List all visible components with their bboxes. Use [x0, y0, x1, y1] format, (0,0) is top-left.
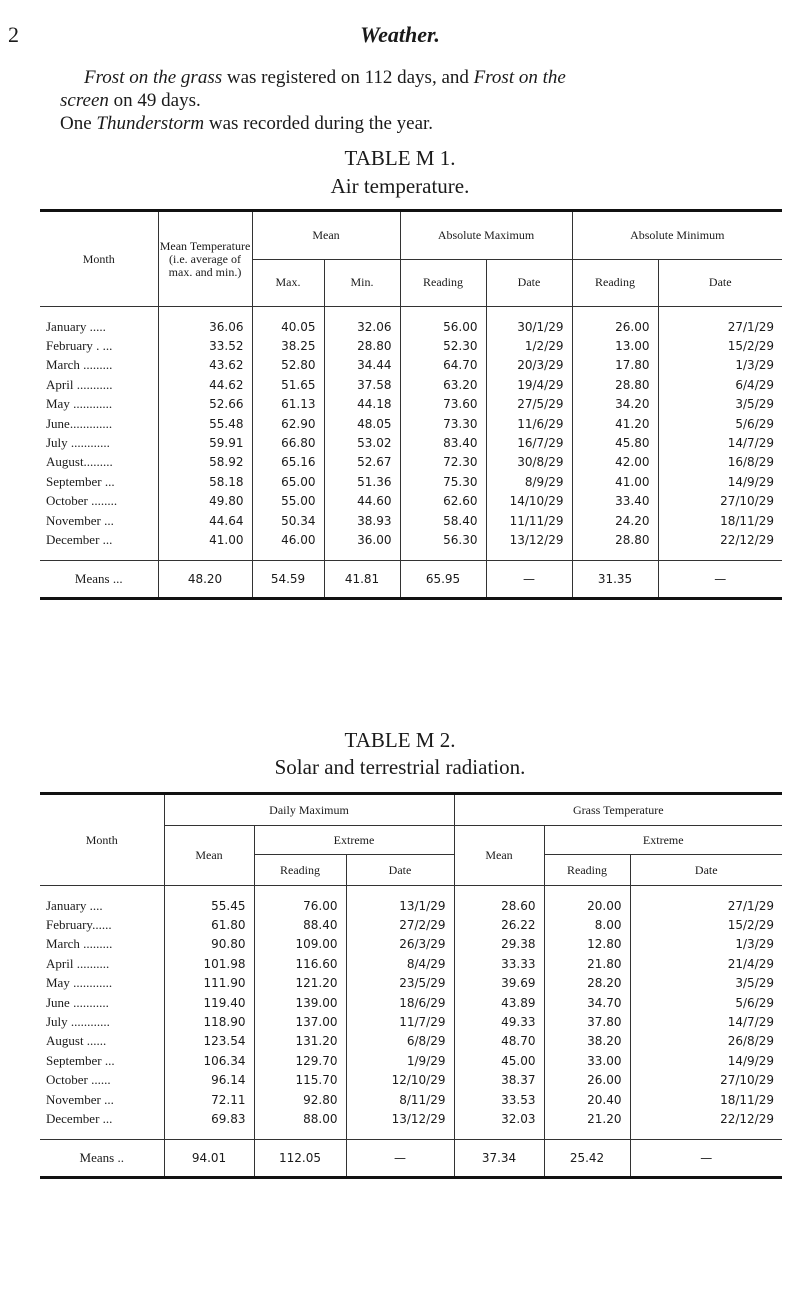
value-cell: 26/8/29 [630, 1032, 782, 1051]
means-value: — [346, 1139, 454, 1177]
month-cell: July ............ [46, 1014, 110, 1030]
value-cell: 38.25 [252, 336, 324, 355]
value-cell: 33.40 [572, 492, 658, 511]
means-value: 48.20 [158, 560, 252, 598]
radiation-table [40, 792, 782, 1179]
value-cell: 1/2/29 [486, 336, 572, 355]
value-cell: 8/11/29 [346, 1090, 454, 1109]
value-cell: 33.00 [544, 1051, 630, 1070]
value-cell: 26.22 [454, 915, 544, 934]
value-cell: 48.05 [324, 414, 400, 433]
value-cell: 119.40 [164, 993, 254, 1012]
value-cell: 58.40 [400, 511, 486, 530]
means-value: 94.01 [164, 1139, 254, 1177]
frost-grass-label: Frost on the grass [84, 67, 223, 88]
month-cell: May ............ [46, 396, 113, 412]
t1-header-mean: Mean [252, 211, 400, 260]
month-cell: August......... [46, 454, 113, 470]
value-cell: 41.00 [158, 530, 252, 549]
t2-header-date: Date [346, 855, 454, 886]
frost-screen-label-2: screen [60, 90, 109, 111]
t2-header-reading: Reading [254, 855, 346, 886]
value-cell: 111.90 [164, 974, 254, 993]
value-cell: 12/10/29 [346, 1071, 454, 1090]
value-cell: 49.33 [454, 1012, 544, 1031]
month-cell: December ... [46, 1110, 113, 1126]
means-value: — [658, 560, 782, 598]
t2-body [40, 886, 782, 1178]
t1-header-month: Month [40, 211, 158, 307]
value-cell: 38.37 [454, 1071, 544, 1090]
frost-screen-text: on 49 days. [108, 90, 201, 111]
value-cell: 17.80 [572, 356, 658, 375]
table-row [40, 356, 782, 375]
value-cell: 12.80 [544, 935, 630, 954]
t1-header-reading: Reading [400, 259, 486, 307]
value-cell: 28.80 [572, 530, 658, 549]
value-cell: 19/4/29 [486, 375, 572, 394]
value-cell: 51.36 [324, 472, 400, 491]
value-cell: 52.30 [400, 336, 486, 355]
value-cell: 62.60 [400, 492, 486, 511]
value-cell: 23/5/29 [346, 974, 454, 993]
value-cell: 27/1/29 [630, 896, 782, 915]
value-cell: 129.70 [254, 1051, 346, 1070]
value-cell: 43.62 [158, 356, 252, 375]
value-cell: 28.80 [324, 336, 400, 355]
value-cell: 16/8/29 [658, 453, 782, 472]
value-cell: 48.70 [454, 1032, 544, 1051]
month-cell: November ... [46, 512, 114, 528]
month-cell: October ........ [46, 493, 118, 509]
table-row [40, 1012, 782, 1031]
value-cell: 21/4/29 [630, 954, 782, 973]
page-number: 2 [8, 22, 19, 47]
t1-header-mean-temp: Mean Temperature (i.e. average of max. and min.) [158, 211, 252, 307]
value-cell: 131.20 [254, 1032, 346, 1051]
value-cell: 14/7/29 [630, 1012, 782, 1031]
means-value: 54.59 [252, 560, 324, 598]
value-cell: 52.66 [158, 395, 252, 414]
value-cell: 20.00 [544, 896, 630, 915]
value-cell: 72.11 [164, 1090, 254, 1109]
thunder-label: Thunderstorm [96, 113, 205, 134]
means-value: 112.05 [254, 1139, 346, 1177]
value-cell: 41.20 [572, 414, 658, 433]
value-cell: 33.33 [454, 954, 544, 973]
value-cell: 75.30 [400, 472, 486, 491]
t1-header-date: Date [486, 259, 572, 307]
value-cell: 52.67 [324, 453, 400, 472]
table-row [40, 993, 782, 1012]
frost-screen-label: Frost on the [473, 67, 566, 88]
month-cell: November ... [46, 1091, 114, 1107]
month-cell: April .......... [46, 955, 110, 971]
value-cell: 15/2/29 [658, 336, 782, 355]
frost-line [60, 66, 740, 89]
value-cell: 24.20 [572, 511, 658, 530]
value-cell: 30/1/29 [486, 317, 572, 336]
value-cell: 39.69 [454, 974, 544, 993]
value-cell: 29.38 [454, 935, 544, 954]
value-cell: 49.80 [158, 492, 252, 511]
value-cell: 30/8/29 [486, 453, 572, 472]
value-cell: 92.80 [254, 1090, 346, 1109]
value-cell: 37.58 [324, 375, 400, 394]
running-head: Weather. [360, 22, 440, 47]
value-cell: 58.18 [158, 472, 252, 491]
month-cell: July ............ [46, 435, 110, 451]
month-cell: June ........... [46, 994, 109, 1010]
table-row [40, 1109, 782, 1128]
t1-header-abs-max: Absolute Maximum [400, 211, 572, 260]
value-cell: 121.20 [254, 974, 346, 993]
value-cell: 32.03 [454, 1109, 544, 1128]
value-cell: 55.00 [252, 492, 324, 511]
table1-subtitle: Air temperature. [330, 174, 470, 198]
value-cell: 37.80 [544, 1012, 630, 1031]
table-row [40, 317, 782, 336]
value-cell: 61.13 [252, 395, 324, 414]
value-cell: 52.80 [252, 356, 324, 375]
thunder-line [60, 112, 740, 135]
value-cell: 27/5/29 [486, 395, 572, 414]
value-cell: 3/5/29 [658, 395, 782, 414]
intro-paragraph [60, 66, 740, 135]
value-cell: 13/12/29 [486, 530, 572, 549]
value-cell: 1/3/29 [658, 356, 782, 375]
value-cell: 33.53 [454, 1090, 544, 1109]
value-cell: 27/10/29 [630, 1071, 782, 1090]
t2-header-grass-date: Date [630, 855, 782, 886]
value-cell: 28.60 [454, 896, 544, 915]
value-cell: 34.44 [324, 356, 400, 375]
table-row [40, 433, 782, 452]
value-cell: 27/2/29 [346, 915, 454, 934]
value-cell: 14/9/29 [630, 1051, 782, 1070]
t1-body [40, 307, 782, 599]
value-cell: 11/6/29 [486, 414, 572, 433]
value-cell: 1/9/29 [346, 1051, 454, 1070]
table-row [40, 375, 782, 394]
value-cell: 43.89 [454, 993, 544, 1012]
value-cell: 90.80 [164, 935, 254, 954]
value-cell: 118.90 [164, 1012, 254, 1031]
spacer-row [40, 886, 782, 897]
value-cell: 56.00 [400, 317, 486, 336]
value-cell: 69.83 [164, 1109, 254, 1128]
table-row [40, 414, 782, 433]
value-cell: 65.00 [252, 472, 324, 491]
value-cell: 116.60 [254, 954, 346, 973]
value-cell: 11/11/29 [486, 511, 572, 530]
table-row [40, 492, 782, 511]
table-row [40, 336, 782, 355]
thunder-prefix: One [60, 113, 97, 134]
table-row [40, 1071, 782, 1090]
value-cell: 63.20 [400, 375, 486, 394]
means-value: 37.34 [454, 1139, 544, 1177]
value-cell: 13/12/29 [346, 1109, 454, 1128]
value-cell: 34.20 [572, 395, 658, 414]
t1-header-date-min: Date [658, 259, 782, 307]
value-cell: 34.70 [544, 993, 630, 1012]
value-cell: 28.80 [572, 375, 658, 394]
value-cell: 58.92 [158, 453, 252, 472]
value-cell: 36.00 [324, 530, 400, 549]
value-cell: 42.00 [572, 453, 658, 472]
value-cell: 5/6/29 [630, 993, 782, 1012]
value-cell: 109.00 [254, 935, 346, 954]
value-cell: 20/3/29 [486, 356, 572, 375]
value-cell: 72.30 [400, 453, 486, 472]
means-value: 65.95 [400, 560, 486, 598]
value-cell: 101.98 [164, 954, 254, 973]
value-cell: 76.00 [254, 896, 346, 915]
value-cell: 20.40 [544, 1090, 630, 1109]
value-cell: 38.93 [324, 511, 400, 530]
frost-line-2 [60, 89, 740, 112]
means-value: 25.42 [544, 1139, 630, 1177]
value-cell: 1/3/29 [630, 935, 782, 954]
table-row [40, 954, 782, 973]
table-row [40, 915, 782, 934]
month-cell: April ........... [46, 376, 113, 392]
value-cell: 62.90 [252, 414, 324, 433]
value-cell: 14/10/29 [486, 492, 572, 511]
means-value: 41.81 [324, 560, 400, 598]
t2-header-grass-temp: Grass Temperature [454, 794, 782, 826]
value-cell: 96.14 [164, 1071, 254, 1090]
value-cell: 27/1/29 [658, 317, 782, 336]
value-cell: 26/3/29 [346, 935, 454, 954]
month-cell: September ... [46, 1052, 115, 1068]
t1-header-abs-min: Absolute Minimum [572, 211, 782, 260]
value-cell: 18/6/29 [346, 993, 454, 1012]
value-cell: 26.00 [544, 1071, 630, 1090]
month-cell: March ......... [46, 357, 113, 373]
value-cell: 123.54 [164, 1032, 254, 1051]
t1-header-min: Min. [324, 259, 400, 307]
table-row [40, 453, 782, 472]
t2-header-grass-mean: Mean [454, 826, 544, 886]
month-cell: January .... [46, 897, 103, 913]
value-cell: 51.65 [252, 375, 324, 394]
value-cell: 41.00 [572, 472, 658, 491]
value-cell: 22/12/29 [658, 530, 782, 549]
month-cell: February . ... [46, 338, 113, 354]
value-cell: 3/5/29 [630, 974, 782, 993]
month-cell: August ...... [46, 1033, 107, 1049]
table-row [40, 1090, 782, 1109]
t2-header-month: Month [40, 794, 164, 886]
means-label: Means ... [40, 560, 158, 598]
value-cell: 26.00 [572, 317, 658, 336]
value-cell: 38.20 [544, 1032, 630, 1051]
table-row [40, 1051, 782, 1070]
t2-header-extreme: Extreme [254, 826, 454, 855]
table-row [40, 896, 782, 915]
month-cell: January ..... [46, 318, 106, 334]
value-cell: 45.80 [572, 433, 658, 452]
value-cell: 32.06 [324, 317, 400, 336]
value-cell: 73.30 [400, 414, 486, 433]
means-label: Means .. [40, 1139, 164, 1177]
value-cell: 137.00 [254, 1012, 346, 1031]
value-cell: 44.62 [158, 375, 252, 394]
air-temperature-table [40, 209, 782, 600]
value-cell: 66.80 [252, 433, 324, 452]
means-value: — [630, 1139, 782, 1177]
value-cell: 18/11/29 [630, 1090, 782, 1109]
spacer-row [40, 1129, 782, 1140]
value-cell: 22/12/29 [630, 1109, 782, 1128]
value-cell: 40.05 [252, 317, 324, 336]
value-cell: 6/4/29 [658, 375, 782, 394]
table-row [40, 530, 782, 549]
value-cell: 44.64 [158, 511, 252, 530]
value-cell: 44.60 [324, 492, 400, 511]
month-cell: June............. [46, 415, 113, 431]
value-cell: 64.70 [400, 356, 486, 375]
value-cell: 44.18 [324, 395, 400, 414]
month-cell: May ............ [46, 975, 113, 991]
month-cell: September ... [46, 473, 115, 489]
value-cell: 28.20 [544, 974, 630, 993]
value-cell: 45.00 [454, 1051, 544, 1070]
table-row [40, 935, 782, 954]
month-cell: March ......... [46, 936, 113, 952]
value-cell: 59.91 [158, 433, 252, 452]
value-cell: 6/8/29 [346, 1032, 454, 1051]
value-cell: 56.30 [400, 530, 486, 549]
table-row [40, 974, 782, 993]
value-cell: 16/7/29 [486, 433, 572, 452]
value-cell: 21.20 [544, 1109, 630, 1128]
month-cell: February...... [46, 917, 112, 933]
value-cell: 53.02 [324, 433, 400, 452]
value-cell: 55.45 [164, 896, 254, 915]
table2-subtitle: Solar and terrestrial radiation. [274, 755, 526, 779]
means-row [40, 1139, 782, 1177]
table-row [40, 511, 782, 530]
t2-header-grass-extreme: Extreme [544, 826, 782, 855]
table1-caption: TABLE M 1. [344, 146, 456, 170]
value-cell: 88.00 [254, 1109, 346, 1128]
t2-header-grass-reading: Reading [544, 855, 630, 886]
t1-header-max: Max. [252, 259, 324, 307]
month-cell: December ... [46, 531, 113, 547]
value-cell: 8/4/29 [346, 954, 454, 973]
value-cell: 83.40 [400, 433, 486, 452]
value-cell: 61.80 [164, 915, 254, 934]
value-cell: 115.70 [254, 1071, 346, 1090]
value-cell: 33.52 [158, 336, 252, 355]
spacer-row [40, 307, 782, 318]
value-cell: 5/6/29 [658, 414, 782, 433]
table-row [40, 1032, 782, 1051]
value-cell: 106.34 [164, 1051, 254, 1070]
value-cell: 8.00 [544, 915, 630, 934]
value-cell: 14/9/29 [658, 472, 782, 491]
value-cell: 13.00 [572, 336, 658, 355]
spacer-row [40, 550, 782, 561]
value-cell: 36.06 [158, 317, 252, 336]
value-cell: 8/9/29 [486, 472, 572, 491]
value-cell: 50.34 [252, 511, 324, 530]
value-cell: 55.48 [158, 414, 252, 433]
value-cell: 139.00 [254, 993, 346, 1012]
table-row [40, 395, 782, 414]
t2-header-daily-max: Daily Maximum [164, 794, 454, 826]
t1-header-reading-min: Reading [572, 259, 658, 307]
value-cell: 18/11/29 [658, 511, 782, 530]
value-cell: 14/7/29 [658, 433, 782, 452]
value-cell: 27/10/29 [658, 492, 782, 511]
value-cell: 13/1/29 [346, 896, 454, 915]
value-cell: 21.80 [544, 954, 630, 973]
value-cell: 65.16 [252, 453, 324, 472]
value-cell: 15/2/29 [630, 915, 782, 934]
means-value: 31.35 [572, 560, 658, 598]
frost-grass-text: was registered on 112 days, and [222, 67, 474, 88]
value-cell: 73.60 [400, 395, 486, 414]
table2-caption: TABLE M 2. [344, 728, 456, 752]
value-cell: 46.00 [252, 530, 324, 549]
table-row [40, 472, 782, 491]
value-cell: 11/7/29 [346, 1012, 454, 1031]
thunder-text: was recorded during the year. [204, 113, 434, 134]
means-value: — [486, 560, 572, 598]
month-cell: October ...... [46, 1072, 111, 1088]
means-row [40, 560, 782, 598]
value-cell: 88.40 [254, 915, 346, 934]
t2-header-mean: Mean [164, 826, 254, 886]
